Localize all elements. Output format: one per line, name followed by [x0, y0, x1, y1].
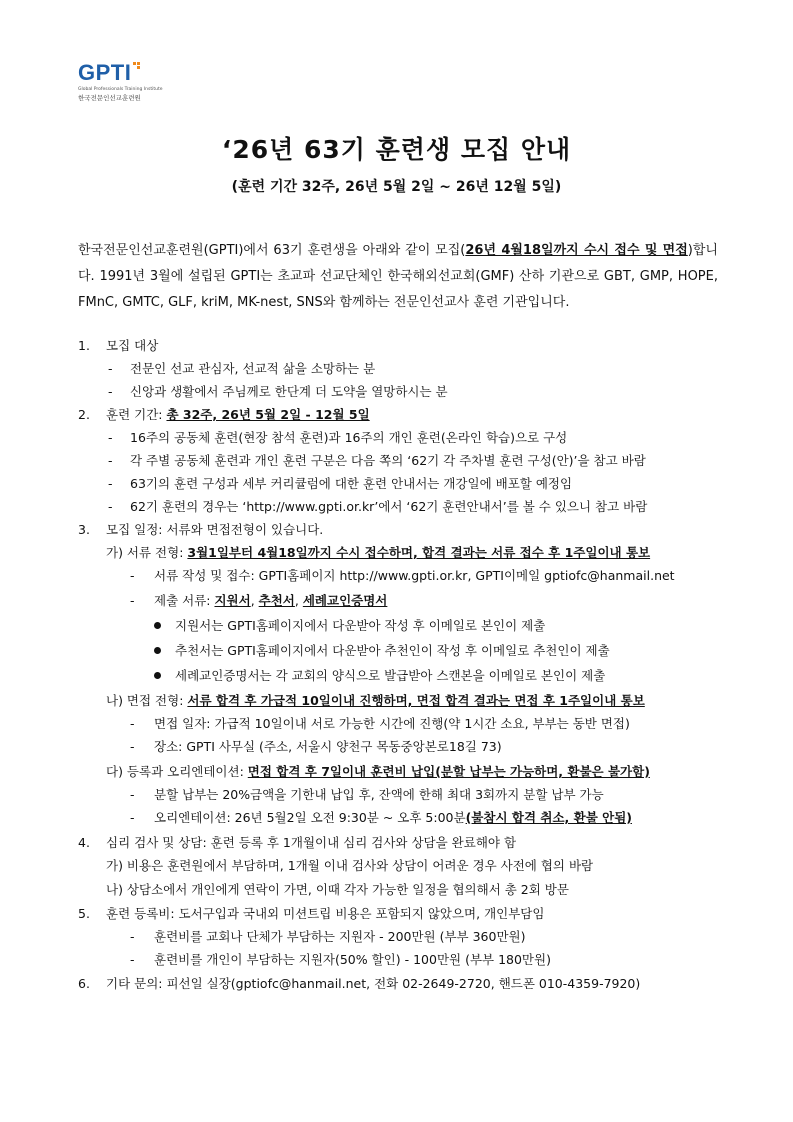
dash: -	[130, 568, 135, 583]
section-3-ga-docs	[154, 592, 387, 610]
doc-application: 지원서	[214, 593, 251, 608]
section-5-title: 훈련 등록비: 도서구입과 국내외 미션트립 비용은 포함되지 않았으며, 개인부담임	[106, 906, 545, 921]
intro-text-1: 한국전문인선교훈련원(GPTI)에서 63기 훈련생을 아래와 같이 모집(	[78, 243, 466, 258]
section-4-title: 심리 검사 및 상담: 훈련 등록 후 1개월이내 심리 검사와 상담을 완료해야 함	[106, 835, 517, 850]
section-5-item: 훈련비를 교회나 단체가 부담하는 지원자 - 200만원 (부부 360만원)	[154, 929, 526, 944]
section-1-title: 모집 대상	[106, 338, 159, 353]
section-4-item: 나) 상담소에서 개인에게 연락이 가면, 이때 각자 가능한 일정을 협의해서 총 2회 방문	[106, 882, 569, 897]
logo-subtitle: 한국전문인선교훈련원	[78, 94, 141, 102]
section-1-item: 전문인 선교 관심자, 선교적 삶을 소망하는 분	[130, 361, 376, 376]
section-3-da-item: 분할 납부는 20%금액을 기한내 납입 후, 잔액에 한해 최대 3회까지 분할 납부 가능	[154, 787, 604, 802]
page-title: ‘26년 63기 훈련생 모집 안내	[221, 135, 572, 164]
section-2-item: 16주의 공동체 훈련(현장 참석 훈련)과 16주의 개인 훈련(온라인 학습)으로 구성	[130, 430, 568, 445]
section-2-item: 각 주별 공동체 훈련과 개인 훈련 구분은 다음 쪽의 ‘62기 각 주차별 훈련 구성(안)’을 참고 바람	[130, 453, 646, 468]
section-6-title: 기타 문의: 피선일 실장(gptiofc@hanmail.net, 전화 02-2649-2720, 핸드폰 010-4359-7920)	[106, 976, 641, 991]
page-subtitle: (훈련 기간 32주, 26년 5월 2일 ~ 26년 12월 5일)	[231, 179, 562, 195]
section-2-title-prefix: 훈련 기간:	[106, 407, 167, 422]
bullet-text: 추천서는 GPTI홈페이지에서 다운받아 추천인이 작성 후 이메일로 추천인이 제출	[175, 643, 610, 658]
dash: -	[108, 499, 113, 514]
dash: -	[108, 361, 113, 376]
bullet-text: 세례교인증명서는 각 교회의 양식으로 발급받아 스캔본을 이메일로 본인이 제출	[175, 668, 606, 683]
section-2-title-bold: 총 32주, 26년 5월 2일 - 12월 5일	[166, 407, 370, 422]
section-3-da-item	[154, 809, 632, 827]
bullet-dot-icon	[154, 622, 161, 629]
section-4-item: 가) 비용은 훈련원에서 부담하며, 1개월 이내 검사와 상담이 어려운 경우 사전에 협의 바람	[106, 858, 594, 873]
intro-text-2: )합니다. 1991년 3월에 설립된 GPTI는 초교파 선교단체인 한국해외선교회(GMF) 산하 기관으로 GBT, GMP, HOPE, FMnC, GMTC, GLF, kriM, MK-nest, SNS와 함께하는 전문인선교사 훈련 기관입니다.	[78, 243, 718, 310]
bullet-dot-icon	[154, 672, 161, 679]
bullet-item	[154, 667, 605, 685]
logo-mark	[78, 58, 168, 84]
section-5-number: 5.	[78, 906, 90, 921]
orientation-warning: (불참시 합격 취소, 환불 안됨)	[465, 810, 632, 825]
intro-paragraph	[78, 238, 718, 316]
docs-separator: ,	[250, 593, 259, 608]
gpti-logo	[78, 58, 168, 102]
section-1-item: 신앙과 생활에서 주님께로 한단계 더 도약을 열망하시는 분	[130, 384, 448, 399]
dash: -	[108, 453, 113, 468]
dash: -	[108, 384, 113, 399]
section-3-da	[106, 763, 650, 781]
dash: -	[108, 430, 113, 445]
section-3-number: 3.	[78, 522, 90, 537]
section-3-na-item: 면접 일자: 가급적 10일이내 서로 가능한 시간에 진행(약 1시간 소요, 부부는 동반 면접)	[154, 716, 630, 731]
bullet-text: 지원서는 GPTI홈페이지에서 다운받아 작성 후 이메일로 본인이 제출	[175, 618, 546, 633]
section-3-ga-bold: 3월1일부터 4월18일까지 수시 접수하며, 합격 결과는 서류 접수 후 1주일이내 통보	[187, 545, 651, 560]
section-3-na-bold: 서류 합격 후 가급적 10일이내 진행하며, 면접 합격 결과는 면접 후 1주일이내 통보	[187, 693, 645, 708]
bullet-item	[154, 642, 610, 660]
dash: -	[130, 593, 135, 608]
logo-text: GPTI	[78, 60, 132, 85]
section-3-na-item: 장소: GPTI 사무실 (주소, 서울시 양천구 목동중앙본로18길 73)	[154, 739, 502, 754]
section-3-ga-item: 서류 작성 및 접수: GPTI홈페이지 http://www.gpti.or.kr, GPTI이메일 gptiofc@hanmail.net	[154, 568, 675, 583]
section-1-number: 1.	[78, 338, 90, 353]
section-3-na-prefix: 나) 면접 전형:	[106, 693, 188, 708]
dash: -	[108, 476, 113, 491]
section-3-title: 모집 일정: 서류와 면접전형이 있습니다.	[106, 522, 324, 537]
dash: -	[130, 929, 135, 944]
section-4-number: 4.	[78, 835, 90, 850]
section-3-ga	[106, 544, 650, 562]
dash: -	[130, 739, 135, 754]
section-2-item: 63기의 훈련 구성과 세부 커리큘럼에 대한 훈련 안내서는 개강일에 배포할 예정임	[130, 476, 573, 491]
section-2-number: 2.	[78, 407, 90, 422]
intro-highlight: 26년 4월18일까지 수시 접수 및 면접	[465, 243, 688, 258]
dash: -	[130, 787, 135, 802]
bullet-item	[154, 617, 545, 635]
section-2-title	[106, 406, 370, 424]
section-3-na	[106, 692, 645, 710]
bullet-dot-icon	[154, 647, 161, 654]
logo-small-text: Global Professionals Training Institute	[78, 87, 163, 92]
dash: -	[130, 952, 135, 967]
doc-recommendation: 추천서	[258, 593, 295, 608]
section-3-ga-prefix: 가) 서류 전형:	[106, 545, 188, 560]
dash: -	[130, 716, 135, 731]
section-6-number: 6.	[78, 976, 90, 991]
doc-baptism-certificate: 세례교인증명서	[302, 593, 388, 608]
section-2-item: 62기 훈련의 경우는 ‘http://www.gpti.or.kr’에서 ‘62기 훈련안내서’를 볼 수 있으니 참고 바람	[130, 499, 648, 514]
logo-dots-icon	[132, 62, 140, 84]
docs-prefix: 제출 서류:	[154, 593, 215, 608]
orientation-text: 오리엔테이션: 26년 5월2일 오전 9:30분 ~ 오후 5:00분	[154, 810, 466, 825]
dash: -	[130, 810, 135, 825]
docs-separator: ,	[294, 593, 303, 608]
section-5-item: 훈련비를 개인이 부담하는 지원자(50% 할인) - 100만원 (부부 180만원)	[154, 952, 551, 967]
section-3-da-prefix: 다) 등록과 오리엔테이션:	[106, 764, 248, 779]
section-3-da-bold: 면접 합격 후 7일이내 훈련비 납입(분할 납부는 가능하며, 환불은 불가함)	[247, 764, 650, 779]
